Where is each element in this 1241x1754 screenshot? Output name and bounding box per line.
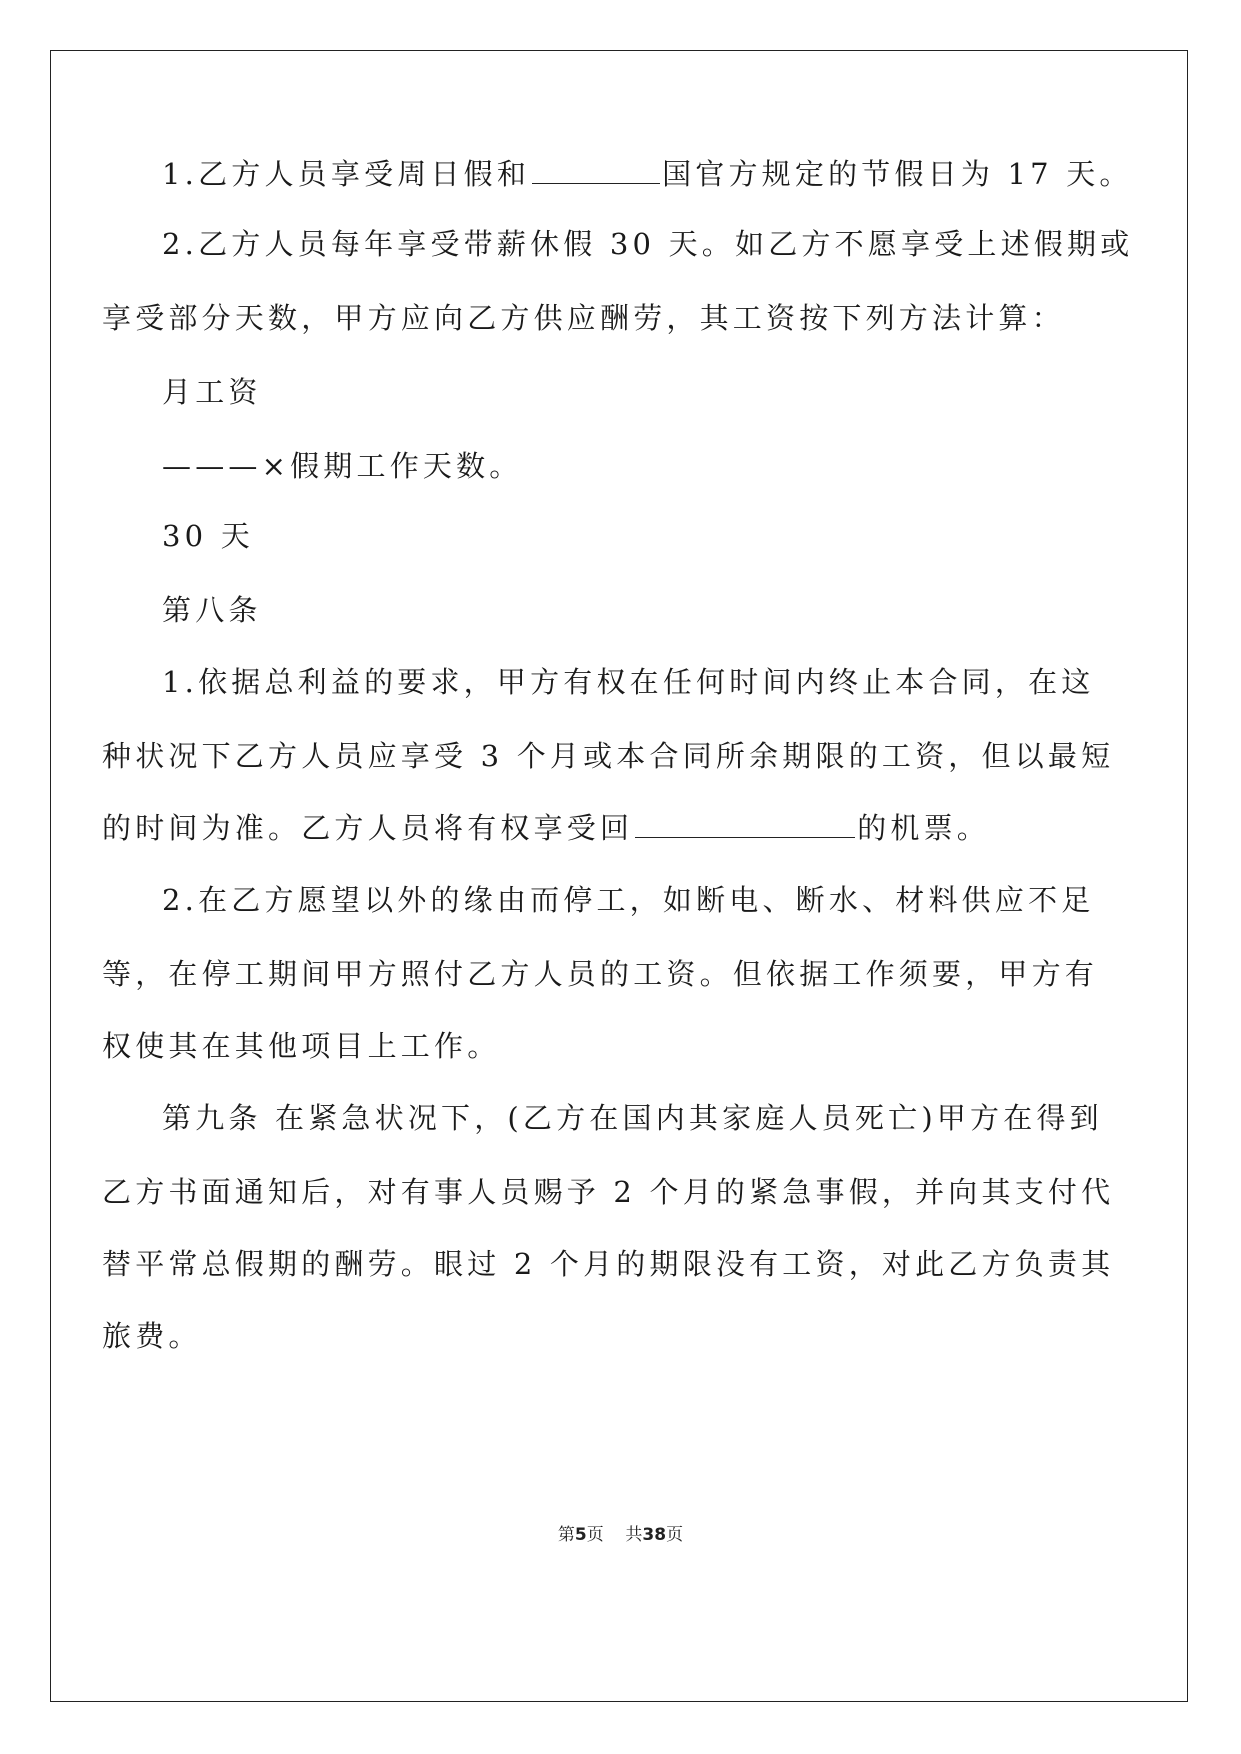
article-8-clause2-line2: 等，在停工期间甲方照付乙方人员的工资。但依据工作须要，甲方有 xyxy=(102,957,1099,991)
paragraph-holidays xyxy=(162,154,1133,194)
formula-denominator: 30 天 xyxy=(162,519,254,553)
formula-numerator: 月工资 xyxy=(162,375,262,409)
total-prefix: 共 xyxy=(625,1525,643,1545)
page-number: 5 xyxy=(574,1525,587,1545)
article-9-line4: 旅费。 xyxy=(102,1319,202,1353)
article-9-line2: 乙方书面通知后，对有事人员赐予 2 个月的紧急事假，并向其支付代 xyxy=(102,1175,1115,1209)
text-segment: 国官方规定的节假日为 17 天。 xyxy=(662,157,1133,191)
paragraph-paid-leave-line1: 2.乙方人员每年享受带薪休假 30 天。如乙方不愿享受上述假期或 xyxy=(162,227,1134,261)
page-suffix: 页 xyxy=(586,1525,604,1545)
text-segment: 的机票。 xyxy=(857,811,991,845)
article-9-line3: 替平常总假期的酬劳。眼过 2 个月的期限没有工资，对此乙方负责其 xyxy=(102,1247,1115,1281)
article-8-clause1-line3 xyxy=(102,808,990,848)
text-segment: 的时间为准。乙方人员将有权享受回 xyxy=(102,811,634,845)
page-footer xyxy=(0,1520,1241,1545)
text-segment: 1.乙方人员享受周日假和 xyxy=(162,157,531,191)
fill-in-blank xyxy=(635,810,855,838)
article-8-clause2-line3: 权使其在其他项目上工作。 xyxy=(102,1029,501,1063)
article-9-line1: 第九条 在紧急状况下，(乙方在国内其家庭人员死亡)甲方在得到 xyxy=(162,1101,1103,1135)
article-8-clause1-line1: 1.依据总利益的要求，甲方有权在任何时间内终止本合同，在这 xyxy=(162,665,1095,699)
page-prefix: 第 xyxy=(557,1525,575,1545)
formula-fraction-line: ———×假期工作天数。 xyxy=(162,449,523,483)
total-suffix: 页 xyxy=(666,1525,684,1545)
paragraph-paid-leave-line2: 享受部分天数，甲方应向乙方供应酬劳，其工资按下列方法计算： xyxy=(102,301,1065,335)
article-8-clause1-line2: 种状况下乙方人员应享受 3 个月或本合同所余期限的工资，但以最短 xyxy=(102,739,1115,773)
article-8-heading: 第八条 xyxy=(162,593,262,627)
total-pages: 38 xyxy=(642,1525,667,1545)
fill-in-blank xyxy=(532,156,660,184)
article-8-clause2-line1: 2.在乙方愿望以外的缘由而停工，如断电、断水、材料供应不足 xyxy=(162,883,1095,917)
